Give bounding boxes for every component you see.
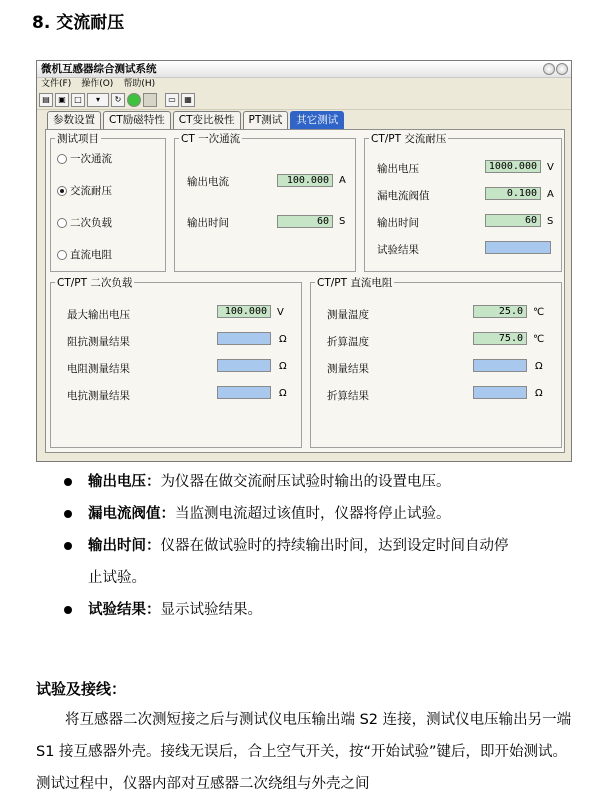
voltage-label: 输出电压	[377, 163, 419, 175]
output-current-input[interactable]: 100.000	[277, 174, 333, 187]
radio-icon	[57, 154, 67, 164]
tab-ct-excitation[interactable]: CT励磁特性	[103, 111, 171, 129]
leak-threshold-input[interactable]: 0.100	[485, 187, 541, 200]
menu-file[interactable]: 文件(F)	[41, 79, 72, 89]
dc-resistance-group	[310, 277, 562, 448]
unit-label: V	[547, 162, 554, 173]
output-current-label: 输出电流	[187, 176, 229, 188]
measure-result-label: 测量结果	[327, 363, 369, 375]
convert-temp-input[interactable]: 75.0	[473, 332, 527, 345]
open-icon[interactable]: ▤	[39, 93, 53, 107]
unit-label: Ω	[279, 361, 287, 372]
convert-temp-label: 折算温度	[327, 336, 369, 348]
bullet-term: 输出时间：	[88, 538, 161, 554]
radio-icon	[57, 250, 67, 260]
tab-panel	[45, 129, 565, 453]
group-title: CT/PT 直流电阻	[317, 277, 393, 289]
convert-result-label: 折算结果	[327, 390, 369, 402]
resistance-label: 电阻测量结果	[67, 363, 130, 375]
bullet-dot	[64, 542, 72, 550]
reactance-result	[217, 386, 271, 399]
unit-label: Ω	[535, 388, 543, 399]
window-titlebar	[37, 61, 571, 78]
menubar	[37, 78, 571, 91]
radio-dc-resistance[interactable]	[57, 247, 112, 262]
bullet-text: 显示试验结果。	[160, 602, 262, 618]
menu-help[interactable]: 帮助(H)	[123, 79, 156, 89]
resistance-result	[217, 359, 271, 372]
wiring-paragraph: 将互感器二次测短接之后与测试仪电压输出端 S2 连接，测试仪电压输出另一端 S1 接互感器外壳。接线无误后，合上空气开关，按“开始试验”键后，即开始测试。测试过程中，仪器内部对互感器二次绕组与外壳之间	[36, 712, 572, 792]
radio-ac-withstand[interactable]	[57, 183, 112, 198]
bullet-term: 输出电压：	[88, 474, 161, 490]
unit-label: Ω	[535, 361, 543, 372]
bullet-text: 当监测电流超过该值时，仪器将停止试验。	[175, 506, 451, 522]
tab-bar	[47, 111, 344, 129]
unit-label: Ω	[279, 388, 287, 399]
radio-selected-icon	[57, 186, 67, 196]
bullet-dot	[64, 478, 72, 486]
bullet-term: 试验结果：	[88, 602, 161, 618]
result-label: 试验结果	[377, 244, 419, 256]
convert-result	[473, 386, 527, 399]
unit-label: S	[547, 216, 554, 227]
group-title: 测试项目	[57, 133, 99, 145]
bullet-term: 漏电流阀值：	[88, 506, 175, 522]
impedance-result	[217, 332, 271, 345]
window-title: 微机互感器综合测试系统	[41, 63, 157, 75]
measure-result	[473, 359, 527, 372]
group-title: CT 一次通流	[181, 133, 241, 145]
bullet-text: 为仪器在做交流耐压试验时输出的设置电压。	[160, 474, 451, 490]
bullet-item	[60, 530, 590, 594]
unit-label: Ω	[279, 334, 287, 345]
output-time-input[interactable]: 60	[277, 215, 333, 228]
bullet-list	[60, 466, 590, 626]
result-field	[485, 241, 551, 254]
radio-label: 二次负载	[70, 217, 112, 229]
tab-ct-ratio[interactable]: CT变比极性	[173, 111, 241, 129]
max-voltage-label: 最大输出电压	[67, 309, 130, 321]
output-time-label: 输出时间	[187, 217, 229, 229]
impedance-label: 阻抗测量结果	[67, 336, 130, 348]
unit-label: A	[339, 175, 346, 186]
unit-label: S	[339, 216, 346, 227]
refresh-icon[interactable]: ↻	[111, 93, 125, 107]
tab-other-test[interactable]: 其它测试	[290, 111, 344, 129]
bullet-item	[60, 594, 590, 626]
radio-label: 直流电阻	[70, 249, 112, 261]
save-icon[interactable]: ▣	[55, 93, 69, 107]
tool-dropdown-icon[interactable]: ▾	[87, 93, 109, 107]
time-input[interactable]: 60	[485, 214, 541, 227]
close-button[interactable]	[556, 63, 568, 75]
ct-primary-group	[174, 133, 356, 272]
group-title: CT/PT 交流耐压	[371, 133, 447, 145]
time-label: 输出时间	[377, 217, 419, 229]
group-title: CT/PT 二次负载	[57, 277, 133, 289]
bullet-dot	[64, 510, 72, 518]
bullet-text: 仪器在做试验时的持续输出时间，达到设定时间自动停	[160, 538, 509, 554]
radio-label: 一次通流	[70, 153, 112, 165]
measure-temp-label: 测量温度	[327, 309, 369, 321]
bullet-dot	[64, 606, 72, 614]
leak-threshold-label: 漏电流阀值	[377, 190, 430, 202]
bullet-text-continued: 止试验。	[88, 570, 146, 586]
unit-label: V	[277, 307, 284, 318]
unit-label: A	[547, 189, 554, 200]
radio-icon	[57, 218, 67, 228]
secondary-load-group	[50, 277, 302, 448]
max-voltage-input[interactable]: 100.000	[217, 305, 271, 318]
stop-icon[interactable]	[143, 93, 157, 107]
bullet-item	[60, 466, 590, 498]
menu-operate[interactable]: 操作(O)	[81, 79, 114, 89]
unit-label: ℃	[533, 307, 545, 318]
bullet-item	[60, 498, 590, 530]
tab-params[interactable]: 参数设置	[47, 111, 101, 129]
toolbar	[37, 91, 571, 110]
new-icon[interactable]: □	[71, 93, 85, 107]
voltage-input[interactable]: 1000.000	[485, 160, 541, 173]
radio-secondary-load[interactable]	[57, 215, 112, 230]
tab-pt-test[interactable]: PT测试	[243, 111, 289, 129]
measure-temp-input[interactable]: 25.0	[473, 305, 527, 318]
section-title: 8. 交流耐压	[32, 13, 125, 33]
ac-withstand-group	[364, 133, 562, 272]
radio-label: 交流耐压	[70, 185, 112, 197]
grid-icon[interactable]: ▦	[181, 93, 195, 107]
monitor-icon[interactable]: ▭	[165, 93, 179, 107]
unit-label: ℃	[533, 334, 545, 345]
minimize-button[interactable]	[543, 63, 555, 75]
radio-primary-current[interactable]	[57, 151, 112, 166]
app-window	[36, 60, 572, 462]
start-icon[interactable]	[127, 93, 141, 107]
reactance-label: 电抗测量结果	[67, 390, 130, 402]
test-items-group	[50, 133, 166, 272]
wiring-title: 试验及接线：	[36, 680, 127, 698]
